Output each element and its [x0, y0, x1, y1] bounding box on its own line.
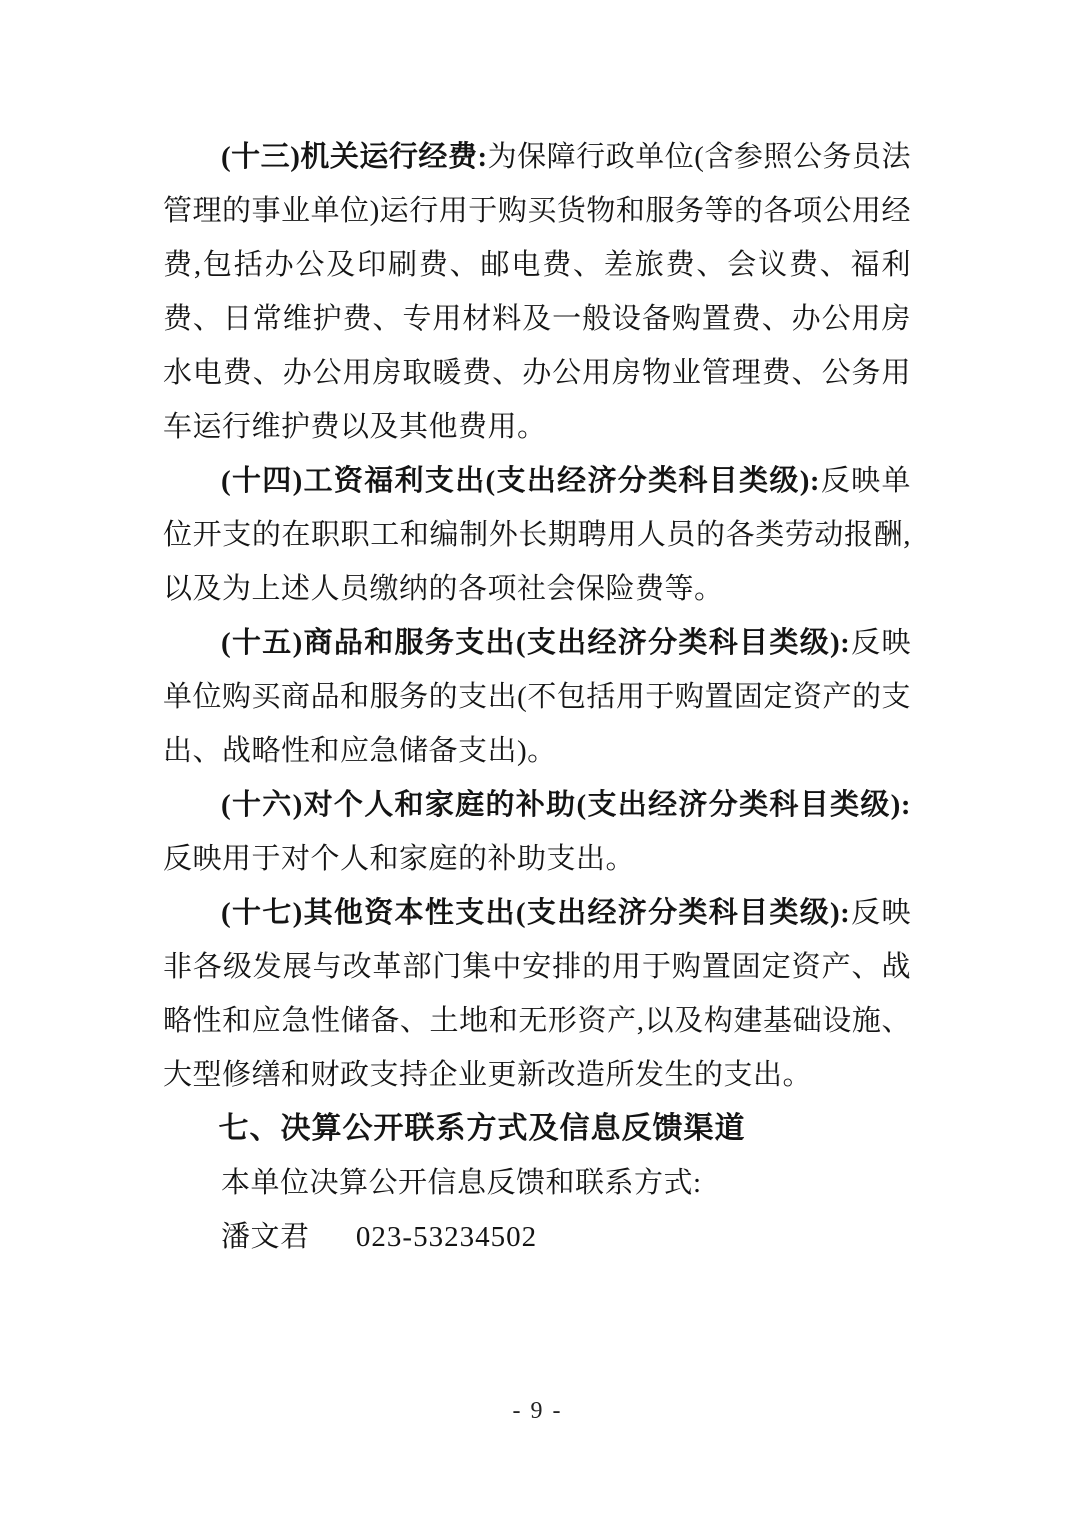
- definition-paragraph-15: [163, 616, 911, 778]
- page-number: - 9 -: [512, 1398, 563, 1424]
- contact-line: [163, 1210, 911, 1264]
- term-label-14: (十四)工资福利支出(支出经济分类科目类级):: [221, 465, 821, 497]
- contact-phone: 023-53234502: [355, 1221, 538, 1253]
- definition-paragraph-16: [163, 778, 911, 886]
- term-definition-13: 为保障行政单位(含参照公务员法管理的事业单位)运行用于购买货物和服务等的各项公用经费,包括办公及印刷费、邮电费、差旅费、会议费、福利费、日常维护费、专用材料及一般设备购置费、办公用房水电费、办公用房取暖费、办公用房物业管理费、公务用车运行维护费以及其他费用。: [163, 141, 911, 443]
- term-definition-17: 反映非各级发展与改革部门集中安排的用于购置固定资产、战略性和应急性储备、土地和无形资产,以及构建基础设施、大型修缮和财政支持企业更新改造所发生的支出。: [163, 897, 911, 1091]
- definition-paragraph-13: [163, 130, 911, 454]
- term-label-17: (十七)其他资本性支出(支出经济分类科目类级):: [221, 897, 851, 929]
- definition-paragraph-17: [163, 886, 911, 1102]
- contact-name: 潘文君: [221, 1221, 310, 1253]
- section-heading: 七、决算公开联系方式及信息反馈渠道: [218, 1112, 746, 1145]
- term-label-15: (十五)商品和服务支出(支出经济分类科目类级):: [221, 627, 851, 659]
- term-label-16: (十六)对个人和家庭的补助(支出经济分类科目类级):: [221, 789, 911, 821]
- contact-intro: 本单位决算公开信息反馈和联系方式:: [221, 1167, 702, 1199]
- definition-paragraph-14: [163, 454, 911, 616]
- document-body: [163, 130, 911, 1264]
- term-definition-16: 反映用于对个人和家庭的补助支出。: [163, 843, 636, 875]
- term-definition-15: 反映单位购买商品和服务的支出(不包括用于购置固定资产的支出、战略性和应急储备支出)。: [163, 627, 911, 767]
- term-definition-14: 反映单位开支的在职职工和编制外长期聘用人员的各类劳动报酬,以及为上述人员缴纳的各项社会保险费等。: [163, 465, 911, 605]
- term-label-13: (十三)机关运行经费:: [221, 141, 488, 173]
